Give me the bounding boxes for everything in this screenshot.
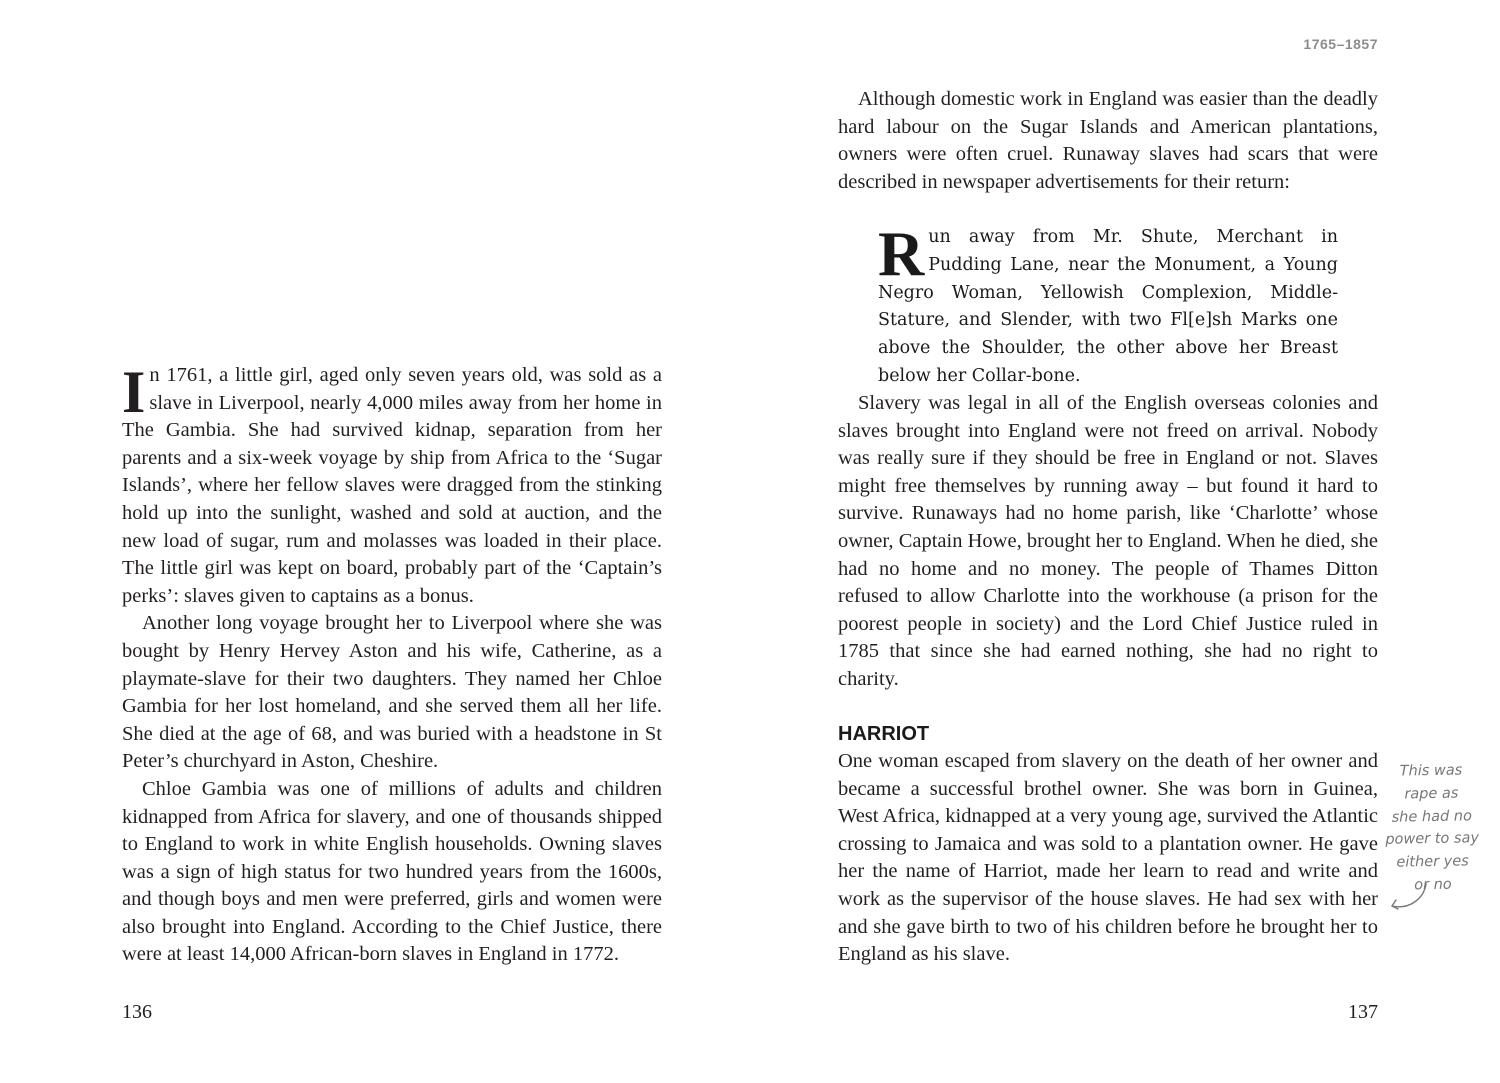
paragraph-chloe-intro (122, 359, 662, 610)
right-page (750, 0, 1500, 1083)
page-number-right: 137 (1348, 1001, 1378, 1023)
curved-arrow-icon (1380, 880, 1430, 920)
margin-note-line: she had no (1391, 807, 1473, 826)
paragraph-harriot: One woman escaped from slavery on the death of her owner and became a successful brothel owner. She was born in Guinea, West Africa, kidnapped at a very young age, survived the Atlantic crossing to Jamaica and was sold to a plantation owner. He gave her the name of Harriot, made her learn to read and write and work as the supervisor of the house slaves. He had sex with her and she gave birth to two of his children before he brought her to England as his slave. (838, 750, 1378, 966)
section-heading: HARRIOT (838, 723, 930, 745)
paragraph-text: n 1761, a little girl, aged only seven years old, was sold as a slave in Liverpool, nearly 4,000 miles away from her home in The Gambia. She had survived kidnap, separation from her parents and a six-week voyage by ship from Africa to the ‘Sugar Islands’, where her fellow slaves were dragged from the stinking hold up into the sunlight, washed and sold at auction, and the new load of sugar, rum and molasses was loaded in their place. The little girl was kept on board, probably part of the ‘Captain’s perks’: slaves given to captains as a bonus. (122, 364, 662, 607)
margin-note-line: rape as (1404, 785, 1459, 803)
margin-note-line: or no (1414, 876, 1452, 894)
paragraph-liverpool: Another long voyage brought her to Liverpool where she was bought by Henry Hervey Aston and his wife, Catherine, as a playmate-slave for their two daughters. They named her Chloe Gambia for her lost homeland, and she served them all her life. She died at the age of 68, and was buried with a headstone in St Peter’s churchyard in Aston, Cheshire. (122, 612, 662, 773)
quote-drop-cap: R (878, 218, 925, 289)
harriot-section (838, 720, 1378, 969)
margin-note (1381, 759, 1483, 898)
advertisement-quote (878, 218, 1338, 391)
margin-note-line: either yes (1396, 853, 1469, 871)
margin-note-line: power to say (1385, 830, 1480, 849)
margin-note-line: This was (1399, 762, 1463, 780)
running-head: 1765–1857 (1303, 36, 1378, 52)
paragraph-slavery-legal: Slavery was legal in all of the English overseas colonies and slaves brought into England were not freed on arrival. Nobody was really sure if they should be free in England or not. Slaves might free themselves by running away – but found it hard to survive. Runaways had no home parish, like ‘Charlotte’ whose owner, Captain Howe, brought her to England. When he died, she had no home and no money. The people of Thames Ditton refused to allow Charlotte into the workhouse (a prison for the poorest people in society) and the Lord Chief Justice ruled in 1785 that since she had earned nothing, she had no right to charity. (838, 392, 1378, 690)
paragraph-millions: Chloe Gambia was one of millions of adults and children kidnapped from Africa for slavery, and one of thousands shipped to England to work in white English households. Owning slaves was a sign of high status for two hundred years from the 1600s, and though boys and men were preferred, girls and women were also brought into England. According to the Chief Justice, there were at least 14,000 African-born slaves in England in 1772. (122, 777, 662, 966)
paragraph-domestic-work: Although domestic work in England was easier than the deadly hard labour on the Sugar Islands and American plantations, owners were often cruel. Runaway slaves had scars that were described in newspaper advertisements for their return: (838, 88, 1378, 193)
quote-text: un away from Mr. Shute, Merchant in Pudding Lane, near the Monument, a Young Negro Woman, Yellowish Complexion, Middle-Stature, and Slender, with two Fl[e]sh Marks one above the Shoulder, the other above her Breast below her Collar-bone. (878, 227, 1338, 386)
drop-cap: I (122, 359, 146, 425)
page-number-left: 136 (122, 1001, 152, 1023)
left-body (122, 359, 662, 969)
